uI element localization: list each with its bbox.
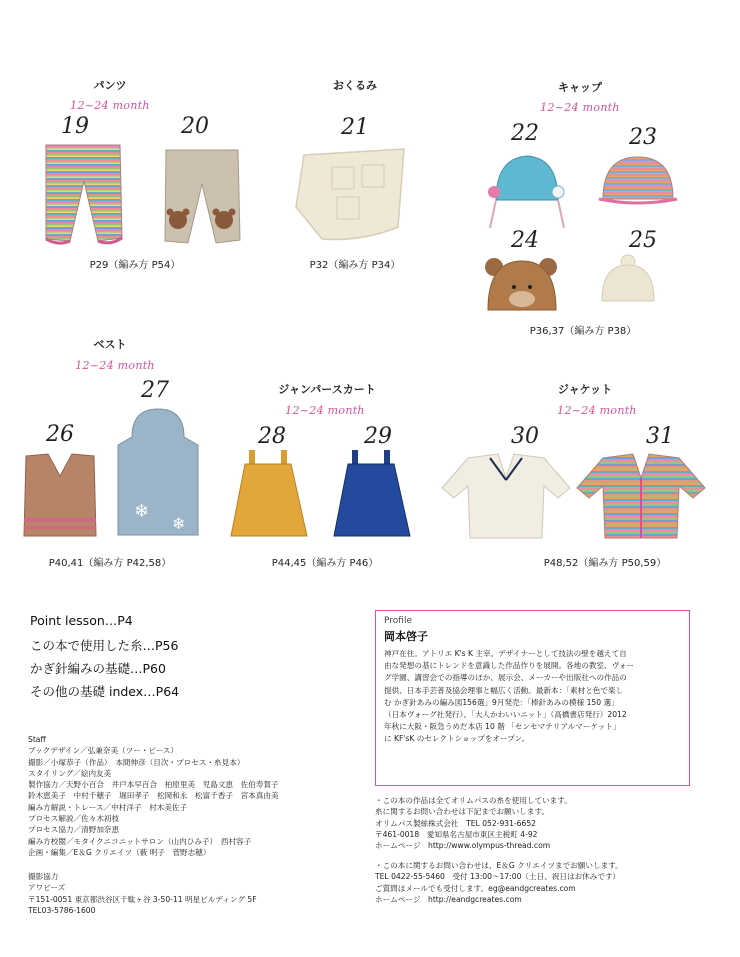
item-number-29: 29 <box>364 424 392 449</box>
item-number-19: 19 <box>61 114 89 139</box>
category-jacket: ジャケット <box>557 383 613 396</box>
pompom-cap-image <box>598 253 658 305</box>
hooded-vest-image <box>112 405 204 543</box>
striped-pants-image <box>40 143 125 248</box>
svg-text:❄: ❄ <box>134 501 150 522</box>
bear-cap-image <box>482 255 562 317</box>
item-number-22: 22 <box>511 121 539 146</box>
category-okurumi: おくるみ <box>333 79 377 92</box>
category-cap: キャップ <box>558 81 602 94</box>
toc-item-crochet-basics[interactable]: かぎ針編みの基礎…P60 <box>30 661 166 676</box>
item-number-25: 25 <box>629 228 657 253</box>
item-number-21: 21 <box>341 115 369 140</box>
mustard-jumper-skirt-image <box>227 448 312 540</box>
age-label-cap: 12~24 month <box>540 101 620 114</box>
item-number-31: 31 <box>646 424 674 449</box>
category-jumper: ジャンパースカート <box>278 383 376 396</box>
item-number-23: 23 <box>629 125 657 150</box>
blue-flower-cap-image <box>482 150 572 235</box>
age-label-jacket: 12~24 month <box>557 404 637 417</box>
profile-bio: 神戸在住。アトリエ K's K 主宰。デザイナーとして技法の壁を越えて自 由な発想の基にトレンドを意識した作品作りを展開。各地の教室、ヴォー グ学園、講習会での指導のほか、展示会、メーカーや出版社への作品の 提供、日本手芸普及協会理事と幅広く活動。最新本：「素材と色で楽し む かぎ針あみの編み図156選」9月発売：「棒針あみの模様 150 選」 （日本ヴォーグ社発行）、「大人かわいいニット」（高橋書店発行）2012 年秋に大阪・阪急うめだ本店 10 階 「センセマテリアルマーケット」 に KF'sK のセレクトショップをオープン。 <box>384 649 635 744</box>
striped-cap-image <box>593 153 683 208</box>
brown-vest-image <box>18 450 103 540</box>
blanket-image <box>292 147 412 247</box>
age-label-jumper: 12~24 month <box>285 404 365 417</box>
book-inquiry-notice: ・この本に関するお問い合わせは、E＆G クリエイツまでお願いします。 TEL 0422-55-5460 受付 13:00～17:00（土日、祝日はお休みです） ご質問はメールでも受付します。eg@eandgcreates.com ホームページ http://eandgcreates.com <box>375 861 623 904</box>
profile-label: Profile <box>384 616 412 626</box>
item-number-27: 27 <box>141 378 169 403</box>
item-number-20: 20 <box>181 114 209 139</box>
age-label-vest: 12~24 month <box>75 359 155 372</box>
toc-item-other-basics[interactable]: その他の基礎 index…P64 <box>30 684 180 699</box>
item-number-26: 26 <box>46 422 74 447</box>
white-jacket-image <box>438 450 573 542</box>
profile-name: 岡本啓子 <box>384 630 428 643</box>
yarn-inquiry-notice: ・この本の作品は全てオリムパスの糸を使用しています。 糸に関するお問い合わせは下記までお願いします。 オリムパス製絲株式会社 TEL 052-931-6652 〒461-0018 愛知県名古屋市東区主税町 4-92 ホームページ http://www.olympus-thread.com <box>375 796 572 851</box>
bear-knee-pants-image <box>160 148 245 248</box>
item-number-28: 28 <box>258 424 286 449</box>
category-pants: パンツ <box>93 79 127 92</box>
toc-item-point-lesson[interactable]: Point lesson…P4 <box>30 613 133 628</box>
svg-text:❄: ❄ <box>172 514 186 533</box>
navy-jumper-skirt-image <box>330 448 415 543</box>
page-ref-pants: P29（編み方 P54） <box>89 260 181 271</box>
item-number-24: 24 <box>511 228 539 253</box>
page-ref-cap: P36,37（編み方 P38） <box>529 326 637 337</box>
page-ref-okurumi: P32（編み方 P34） <box>309 260 401 271</box>
toc-item-yarn[interactable]: この本で使用した糸…P56 <box>30 638 179 653</box>
page-ref-vest: P40,41（編み方 P42,58） <box>48 558 172 569</box>
category-vest: ベスト <box>93 338 127 351</box>
age-label-pants: 12~24 month <box>70 99 150 112</box>
page-ref-jumper: P44,45（編み方 P46） <box>271 558 379 569</box>
profile-box <box>375 610 690 786</box>
page-ref-jacket: P48,52（編み方 P50,59） <box>543 558 667 569</box>
photo-cooperation: 撮影協力 アワビーズ 〒151-0051 東京都渋谷区千駄ヶ谷 3-50-11 明星ビルディング 5F TEL03-5786-1600 <box>28 872 257 915</box>
striped-jacket-image <box>573 450 708 542</box>
item-number-30: 30 <box>511 424 539 449</box>
staff-credits: Staff ブックデザイン／弘兼奈美（ツー・ピース） 撮影／小塚恭子（作品） 本間伸彦（目次・プロセス・糸見本） スタイリング／絵内友美 製作協力／天野小百合 井戸本早百合 柏原里美 児島文恵 佐伯寿賀子 鈴木恵美子 中村千穂子 堀田孝子 松岡和永 松富千香子 宮本真由美 編み方解説・トレース／中村洋子 村木美佐子 プロセス解説／佐々木初枝 プロセス協力／清野加奈恵 編み方校閲／モタイクニコニットサロン（山内ひみ子） 西村容子 企画・編集／E＆G クリエイツ（薮 明子 菅野志穂） <box>28 735 279 857</box>
